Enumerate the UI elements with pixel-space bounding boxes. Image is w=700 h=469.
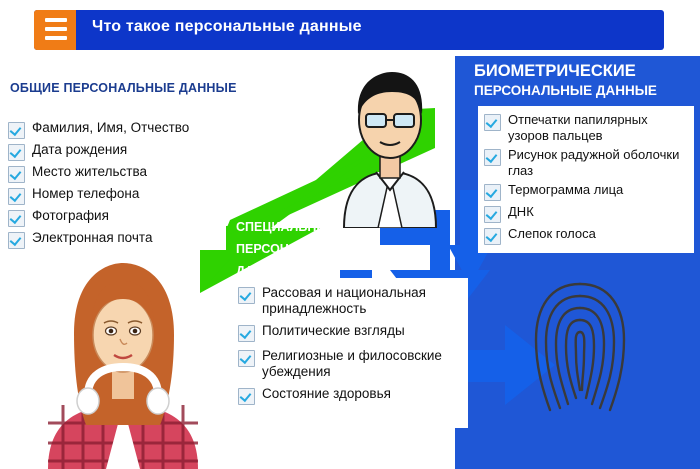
biometric-data-list	[484, 112, 692, 248]
check-icon	[238, 388, 255, 405]
special-title-line2: ДАННЫЕ	[236, 264, 293, 278]
check-icon	[238, 287, 255, 304]
list-item: Рисунок радужной оболочки глаз	[484, 147, 692, 179]
list-item: Номер телефона	[8, 186, 223, 205]
girl-portrait-illustration	[28, 255, 218, 469]
check-icon	[484, 206, 501, 223]
check-icon	[484, 114, 501, 131]
list-item: ДНК	[484, 204, 692, 223]
check-icon	[8, 166, 25, 183]
check-icon	[238, 325, 255, 342]
check-icon	[238, 350, 255, 367]
check-icon	[484, 228, 501, 245]
hamburger-icon[interactable]	[45, 18, 67, 40]
check-icon	[8, 232, 25, 249]
biometric-title-line2: ПЕРСОНАЛЬНЫЕ ДАННЫЕ	[474, 83, 657, 98]
list-item: Религиозные и филосовские убеждения	[238, 348, 463, 380]
general-data-list	[8, 120, 223, 252]
list-item: Фамилия, Имя, Отчество	[8, 120, 223, 139]
list-item: Рассовая и национальная принадлежность	[238, 285, 463, 317]
list-item: Термограмма лица	[484, 182, 692, 201]
fingerprint-illustration	[520, 268, 640, 428]
list-item: Дата рождения	[8, 142, 223, 161]
special-title-line1: СПЕЦИАЛЬНЫЕ ПЕРСОНАЛЬНЫЕ	[236, 220, 346, 256]
check-icon	[8, 144, 25, 161]
biometric-title-line1: БИОМЕТРИЧЕСКИЕ	[474, 62, 636, 80]
check-icon	[8, 188, 25, 205]
general-section-title: ОБЩИЕ ПЕРСОНАЛЬНЫЕ ДАННЫЕ	[10, 81, 237, 95]
list-item: Слепок голоса	[484, 226, 692, 245]
special-section-title	[236, 216, 446, 282]
list-item: Политические взгляды	[238, 323, 463, 342]
special-data-list	[238, 285, 463, 411]
list-item: Место жительства	[8, 164, 223, 183]
check-icon	[8, 210, 25, 227]
list-item: Состояние здоровья	[238, 386, 463, 405]
list-item: Фотография	[8, 208, 223, 227]
page-title: Что такое персональные данные	[92, 18, 362, 35]
man-portrait-illustration	[330, 58, 450, 228]
check-icon	[484, 184, 501, 201]
biometric-section-title	[474, 62, 696, 100]
list-item: Электронная почта	[8, 230, 223, 249]
check-icon	[484, 149, 501, 166]
check-icon	[8, 122, 25, 139]
list-item: Отпечатки папилярных узоров пальцев	[484, 112, 692, 144]
